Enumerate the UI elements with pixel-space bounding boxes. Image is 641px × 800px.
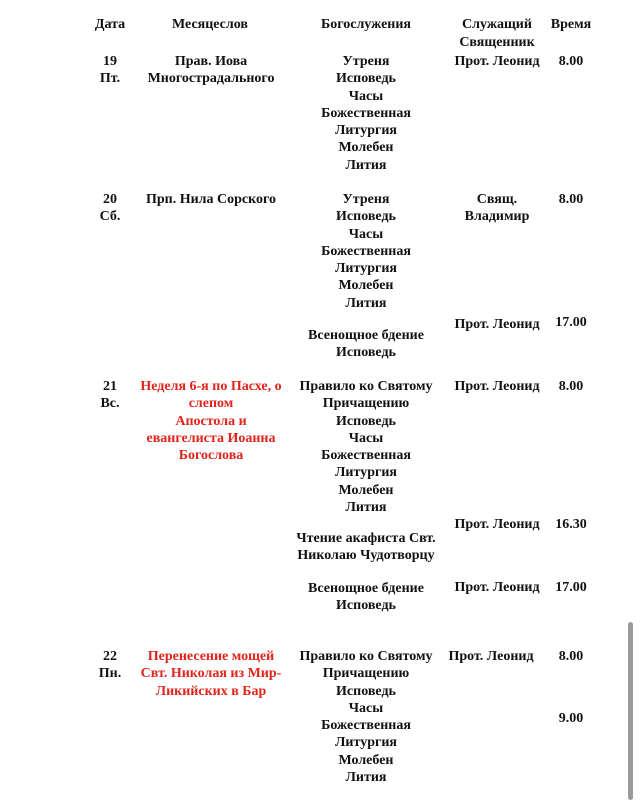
header-menologion: Месяцеслов [172, 17, 248, 32]
header-services: Богослужения [320, 17, 412, 32]
service-priest [444, 316, 550, 333]
service-item: Литургия [335, 123, 397, 139]
services-list [280, 530, 452, 565]
service-item: Божественная [321, 243, 411, 259]
priest-line: Прот. Леонид [448, 649, 534, 664]
service-priest [444, 378, 550, 395]
service-item: Лития [345, 295, 387, 311]
service-priest [438, 648, 544, 665]
service-time: 8.00 [558, 379, 584, 394]
service-item: Божественная [321, 718, 411, 734]
service-item: Утреня [342, 192, 390, 207]
priest-line: Прот. Леонид [454, 317, 540, 332]
service-item: Причащению [322, 396, 410, 412]
service-item: Лития [345, 770, 387, 786]
service-priest [444, 516, 550, 533]
priest-line: Владимир [464, 209, 530, 225]
day-saint [130, 53, 292, 88]
saint-line: Свт. Николая из Мир- [140, 666, 282, 682]
day-saint [130, 191, 292, 208]
services-list [286, 378, 446, 516]
service-time: 16.30 [555, 517, 587, 532]
saint-line: Ликийских в Бар [155, 683, 267, 699]
service-item: Литургия [335, 261, 397, 277]
service-item: Причащению [322, 666, 410, 682]
header-priest-line: Священник [459, 34, 535, 50]
service-item: Молебен [338, 752, 394, 768]
day-date [90, 648, 130, 683]
services-list [286, 327, 446, 362]
services-list [286, 53, 446, 174]
service-item: Утреня [342, 54, 390, 69]
day-weekday: Пт. [99, 71, 121, 87]
saint-line: Многострадального [147, 71, 275, 87]
priest-line: Свящ. [476, 192, 518, 207]
saint-line: евангелиста Иоанна [146, 430, 276, 446]
day-weekday: Сб. [99, 209, 121, 225]
service-item: Исповедь [336, 209, 396, 225]
priest-line: Прот. Леонид [454, 517, 540, 532]
saint-line: Перенесение мощей [147, 649, 275, 664]
header-priest [446, 16, 548, 51]
service-item: Правило ко Святому [299, 379, 433, 394]
day-weekday: Пн. [98, 666, 122, 682]
saint-line: слепом [188, 396, 234, 412]
service-item: Божественная [321, 105, 411, 121]
service-time: 17.00 [555, 580, 587, 595]
service-item: Лития [345, 157, 387, 173]
service-priest [444, 53, 550, 70]
service-item: Исповедь [336, 345, 396, 361]
day-saint [126, 378, 296, 464]
header-priest-line: Служащий [462, 17, 532, 32]
services-list [286, 580, 446, 615]
service-time: 9.00 [558, 711, 584, 726]
day-weekday: Вс. [100, 396, 120, 412]
service-priest [444, 191, 550, 226]
service-item: Божественная [321, 448, 411, 464]
day-number: 22 [103, 649, 117, 664]
priest-line: Прот. Леонид [454, 379, 540, 394]
priest-line: Прот. Леонид [454, 54, 540, 69]
service-item: Чтение акафиста Свт. [296, 531, 436, 546]
service-item: Молебен [338, 140, 394, 156]
service-item: Лития [345, 500, 387, 516]
service-time: 17.00 [555, 315, 587, 330]
day-date [90, 53, 130, 88]
service-item: Правило ко Святому [299, 649, 433, 664]
header-time: Время [550, 17, 592, 32]
service-item: Молебен [338, 278, 394, 294]
service-item: Часы [348, 430, 384, 446]
priest-line: Прот. Леонид [454, 580, 540, 595]
day-saint [126, 648, 296, 700]
header-date: Дата [94, 17, 126, 32]
service-item: Литургия [335, 735, 397, 751]
day-number: 21 [103, 379, 117, 394]
saint-line: Богослова [178, 448, 244, 464]
service-time: 8.00 [558, 649, 584, 664]
saint-line: Неделя 6-я по Пасхе, о [140, 379, 282, 394]
day-number: 20 [103, 192, 117, 207]
service-priest [444, 579, 550, 596]
saint-line: Прп. Нила Сорского [145, 192, 277, 207]
saint-line: Апостола и [175, 413, 247, 429]
scrollbar-thumb[interactable] [628, 622, 633, 800]
service-item: Исповедь [336, 598, 396, 614]
day-date [90, 191, 130, 226]
service-time: 8.00 [558, 192, 584, 207]
service-item: Всенощное бдение [308, 328, 424, 343]
services-list [286, 648, 446, 786]
day-number: 19 [103, 54, 117, 69]
service-item: Исповедь [336, 413, 396, 429]
service-item: Николаю Чудотворцу [297, 548, 435, 564]
service-item: Исповедь [336, 683, 396, 699]
services-list [286, 191, 446, 312]
saint-line: Прав. Иова [174, 54, 248, 69]
day-date [90, 378, 130, 413]
service-time: 8.00 [558, 54, 584, 69]
service-item: Всенощное бдение [308, 581, 424, 596]
service-item: Молебен [338, 482, 394, 498]
service-item: Часы [348, 88, 384, 104]
service-item: Литургия [335, 465, 397, 481]
service-item: Часы [348, 226, 384, 242]
service-item: Исповедь [336, 71, 396, 87]
service-item: Часы [348, 700, 384, 716]
